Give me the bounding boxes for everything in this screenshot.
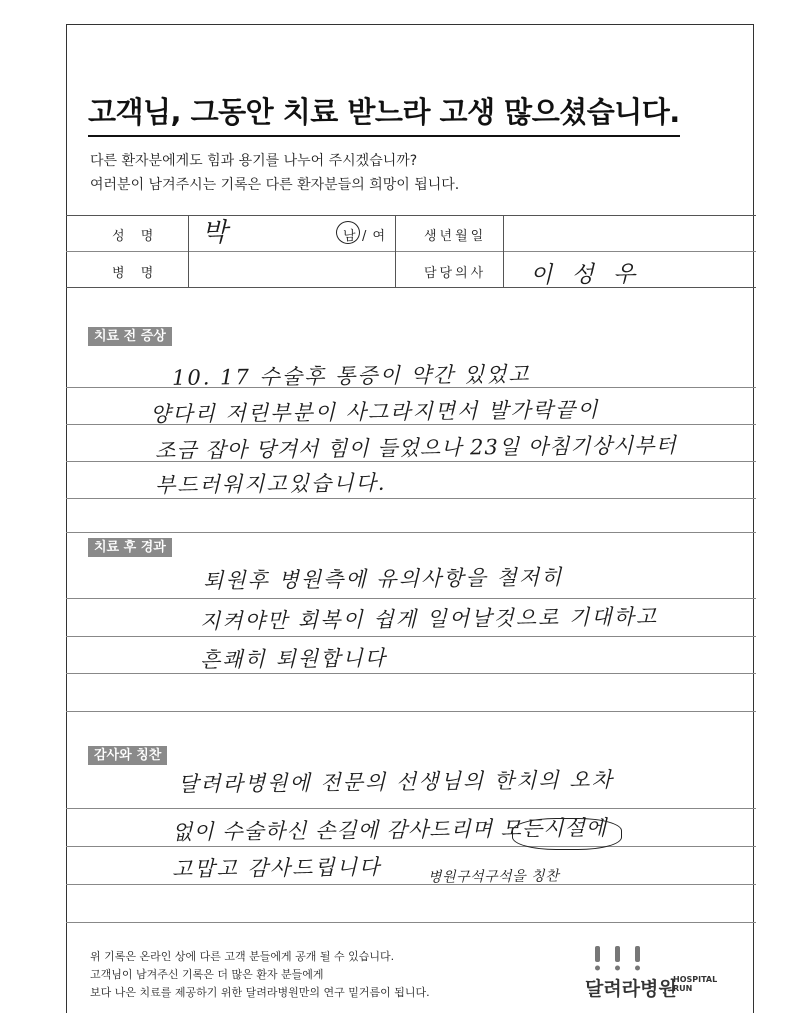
subtitle-line-1: 다른 환자분에게도 힘과 용기를 나누어 주시겠습니까? [90,153,418,169]
thanks-line-2: 없이 수술하신 손길에 감사드리며 모든시설에 [171,815,608,845]
logo-english-line-2: RUN [673,984,693,993]
writing-line [66,808,756,809]
gender-female-option: / 여 [362,229,387,244]
section-tag-after: 치료 후 경과 [88,538,172,557]
form-border [66,24,754,1013]
writing-line [66,673,756,674]
logo-english-line-1: HOSPITAL [673,975,718,984]
birth-label: 생년월일 [424,229,487,244]
table-mid-rule [66,251,756,252]
circled-text-mark [512,818,622,850]
before-line-1: 10. 17 수술후 통증이 약간 있었고 [171,362,531,390]
thanks-line-1: 달려라병원에 전문의 선생님의 한치의 오차 [177,767,614,797]
before-line-4: 부드러워지고있습니다. [154,470,387,498]
writing-line [66,636,756,637]
name-value: 박 [201,217,230,249]
writing-line [66,884,756,885]
footer-line-2: 고객님이 남겨주신 기록은 더 많은 환자 분들에게 [90,968,324,981]
doctor-value: 이 성 우 [529,261,642,289]
runner-icon [593,944,663,974]
footer-line-3: 보다 나은 치료를 제공하기 위한 달려라병원만의 연구 밑거름이 됩니다. [90,986,430,999]
before-line-3: 조금 잡아 당겨서 힘이 들었으나 23일 아침기상시부터 [154,433,677,463]
writing-line [66,846,756,847]
table-divider-2 [395,215,396,287]
subtitle-line-2: 여러분이 남겨주시는 기록은 다른 환자분들의 희망이 됩니다. [90,177,460,193]
before-line-2: 양다리 저린부분이 사그라지면서 발가락끝이 [149,397,600,427]
gender-selected-circle [336,221,360,244]
table-top-rule [66,215,756,216]
footer-line-1: 위 기록은 온라인 상에 다른 고객 분들에게 공개 될 수 있습니다. [90,950,395,963]
table-divider-3 [503,215,504,287]
writing-line [66,922,756,923]
section-tag-thanks: 감사와 칭찬 [88,746,167,765]
writing-line [66,532,756,533]
after-line-1: 퇴원후 병원측에 유의사항을 철저히 [202,565,564,593]
after-line-2: 지켜야만 회복이 쉽게 일어날것으로 기대하고 [199,604,659,634]
page-title: 고객님, 그동안 치료 받느라 고생 많으셨습니다. [88,90,680,137]
writing-line [66,711,756,712]
gender-male-option: 남 [343,229,357,244]
hospital-logo [585,944,735,1004]
disease-label: 병 명 [112,266,160,281]
doctor-label: 담당의사 [424,266,487,281]
section-tag-before: 치료 전 증상 [88,327,172,346]
name-label: 성 명 [112,229,160,244]
logo-name: 달려라병원 [585,978,677,1000]
thanks-note: 병원구석구석을 칭찬 [427,868,560,886]
writing-line [66,598,756,599]
after-line-3: 흔쾌히 퇴원합니다 [199,646,388,672]
table-divider-1 [188,215,189,287]
thanks-line-3: 고맙고 감사드립니다 [171,854,382,882]
table-bottom-rule [66,287,756,288]
logo-english [673,975,717,993]
